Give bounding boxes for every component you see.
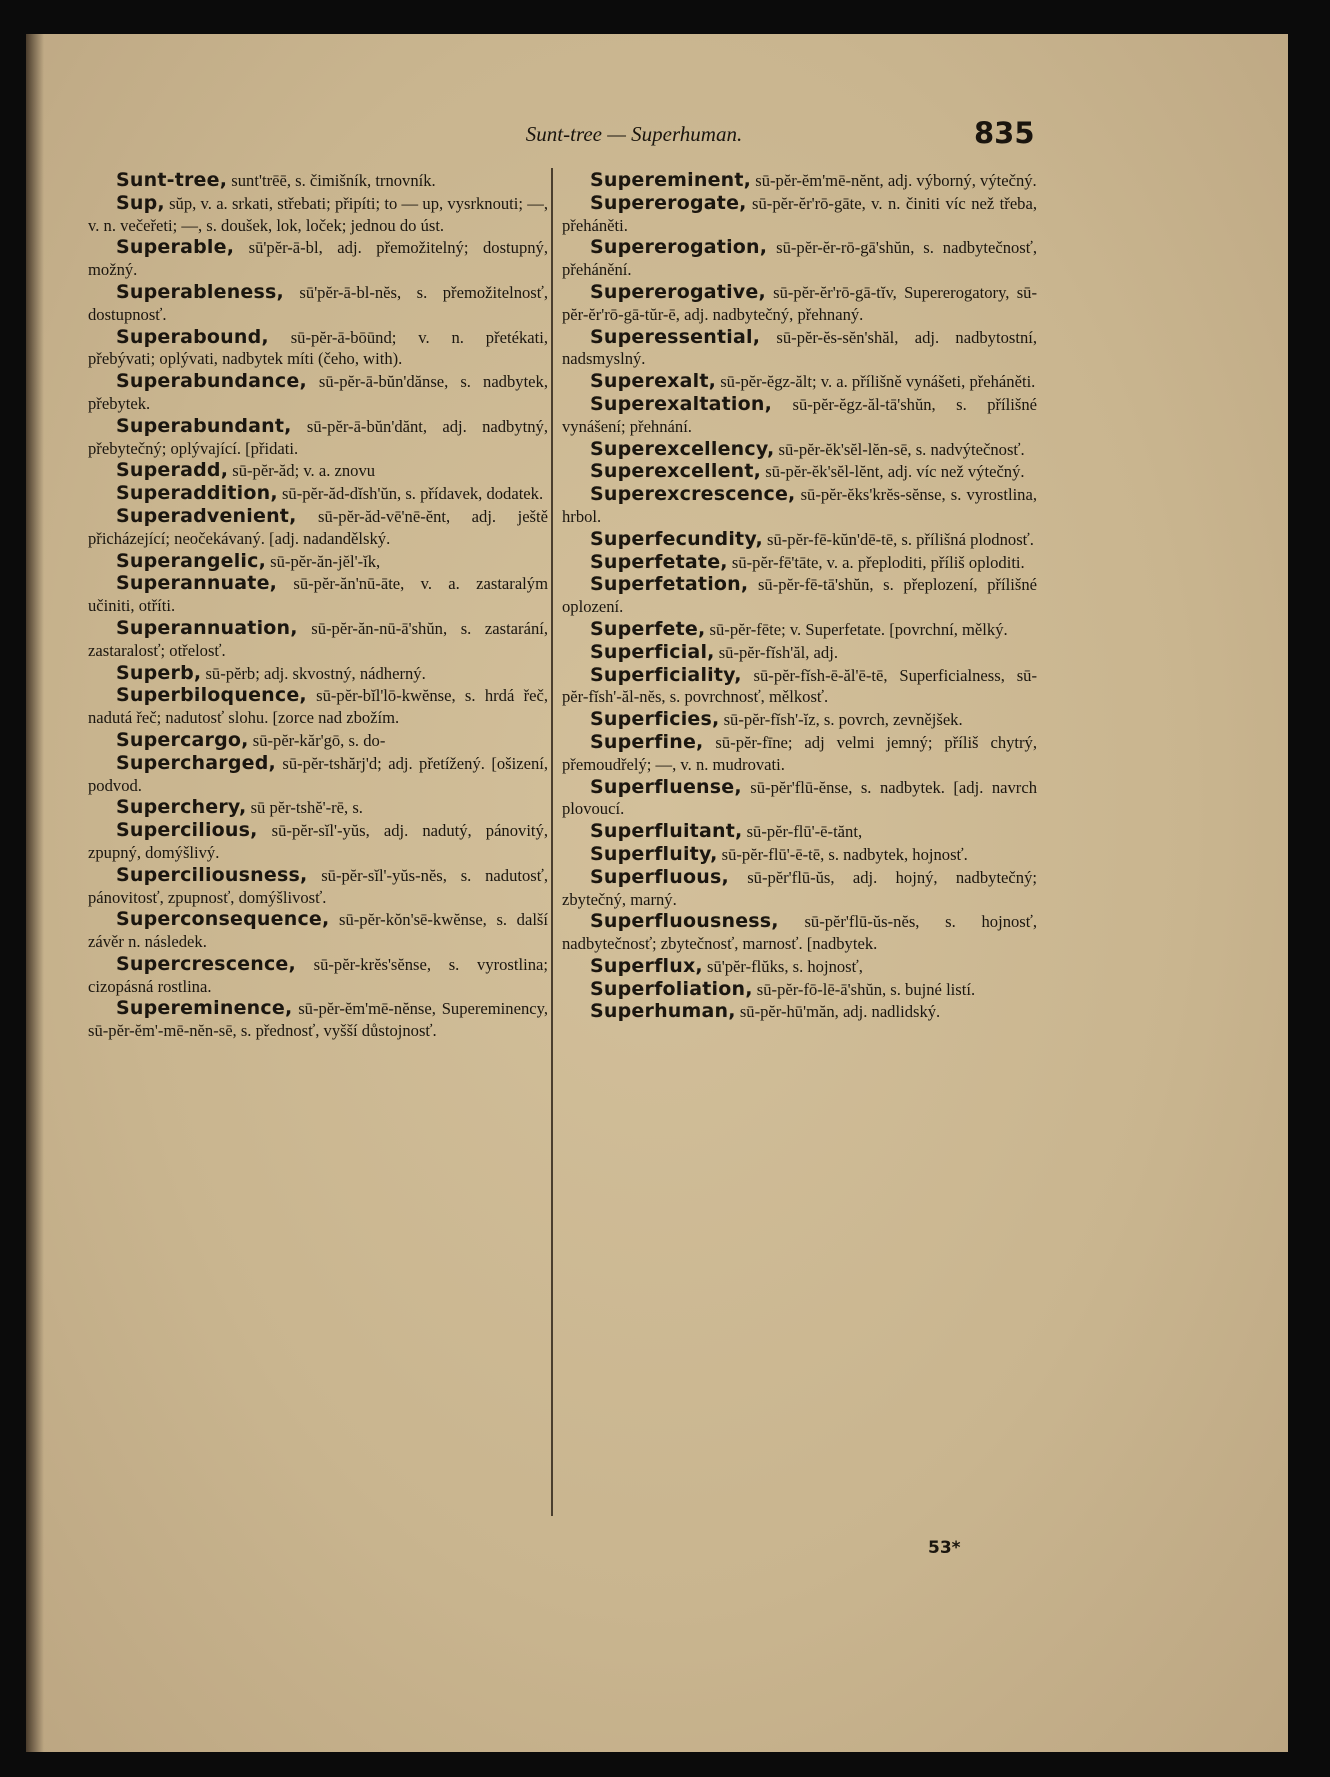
dictionary-entry xyxy=(562,844,1037,866)
entry-headword: Supereminent, xyxy=(590,169,752,191)
entry-headword: Supercilious, xyxy=(116,819,258,842)
dictionary-entry xyxy=(562,777,1037,821)
entry-headword: Superabundant, xyxy=(116,414,292,437)
entry-definition: sū-pĕr-ăn'nū-āte, v. a. zastaralým učiniti, otříti. xyxy=(88,574,548,616)
entry-definition: sū-pĕr-ăn-nū-ā'shŭn, s. zastarání, zastaralosť; otřelosť. xyxy=(88,618,548,660)
entry-headword: Superexalt, xyxy=(590,370,717,393)
entry-headword: Supercharged, xyxy=(116,751,276,774)
dictionary-entry xyxy=(88,416,548,460)
dictionary-entry xyxy=(88,170,548,192)
entry-definition: sū-pĕr-sĭl'-yŭs-nĕs, s. nadutosť, pánovitosť, zpupnosť, domýšlivosť. xyxy=(88,865,548,907)
entry-definition: sū-pĕr-fĭsh'ăl, adj. xyxy=(714,642,838,662)
page-gutter-shadow xyxy=(26,34,44,1752)
entry-headword: Superfete, xyxy=(590,617,706,640)
dictionary-entry xyxy=(562,821,1037,843)
dictionary-entry xyxy=(562,574,1037,618)
entry-definition: sū-pĕr-ĕr-rō-gā'shŭn, s. nadbytečnosť, přehánění. xyxy=(562,238,1037,280)
entry-definition: sū-pĕr-ĕk'sĕl-lĕnt, adj. víc než výtečný. xyxy=(761,462,1025,482)
dictionary-entry xyxy=(562,484,1037,528)
entry-headword: Superfluousness, xyxy=(590,910,779,933)
entry-headword: Superhuman, xyxy=(590,1000,736,1023)
entry-headword: Superbiloquence, xyxy=(116,684,307,707)
entry-headword: Superfluity, xyxy=(590,842,718,865)
dictionary-entry xyxy=(562,170,1037,192)
entry-headword: Superable, xyxy=(116,236,235,259)
entry-definition: sū-pĕr-kăr'gō, s. do- xyxy=(248,730,386,750)
column-divider xyxy=(551,168,553,1516)
dictionary-entry xyxy=(88,730,548,752)
entry-headword: Supererogation, xyxy=(590,236,768,259)
dictionary-entry xyxy=(88,865,548,909)
dictionary-entry xyxy=(88,193,548,237)
entry-headword: Superexaltation, xyxy=(590,392,773,415)
entry-headword: Sunt-tree, xyxy=(116,169,228,191)
entry-definition: sū-pĕr-ā-bŭn'dănt, adj. nadbytný, přebytečný; oplývající. [přidati. xyxy=(88,416,548,458)
dictionary-entry xyxy=(88,483,548,505)
entry-definition: sū-pĕr-fē-tā'shŭn, s. přeplození, přílišné oplození. xyxy=(562,575,1037,617)
entry-headword: Superfetation, xyxy=(590,573,749,596)
entry-definition: sū'pĕr-ā-bl, adj. přemožitelný; dostupný, možný. xyxy=(88,238,548,280)
page-header xyxy=(26,116,1288,156)
entry-headword: Supercrescence, xyxy=(116,952,296,975)
entry-headword: Superabundance, xyxy=(116,370,307,393)
entry-definition: sū-pĕr-fē-kŭn'dē-tē, s. přílišná plodnosť. xyxy=(762,529,1034,549)
entry-definition: sū-pĕr-fēte; v. Superfetate. [povrchní, mělký. xyxy=(705,619,1008,639)
entry-headword: Superb, xyxy=(116,661,202,684)
entry-definition: sŭp, v. a. srkati, střebati; připíti; to — up, vysrknouti; —, v. n. večeřeti; —, s. doušek, lok, loček; jednou do úst. xyxy=(88,193,548,235)
entry-headword: Superableness, xyxy=(116,280,284,303)
entry-headword: Supereminence, xyxy=(116,997,293,1020)
entry-definition: sū-pĕr-ā-bŭn'dănse, s. nadbytek, přebytek. xyxy=(88,372,548,413)
entry-definition: sū pĕr-tshĕ'-rē, s. xyxy=(246,798,363,818)
page-number: 835 xyxy=(974,116,1035,150)
dictionary-entry xyxy=(562,665,1037,709)
dictionary-entry xyxy=(88,551,548,573)
entry-headword: Superadd, xyxy=(116,459,229,482)
entry-definition: sū-pĕr-fĭsh-ē-ăl'ē-tē, Superficialness, sū-pĕr-fĭsh'-ăl-nĕs, s. povrchnosť, mělkosť. xyxy=(562,665,1037,707)
dictionary-entry xyxy=(88,327,548,371)
dictionary-entry xyxy=(562,1001,1037,1023)
entry-headword: Sup, xyxy=(116,191,165,214)
entry-headword: Superexcrescence, xyxy=(590,483,796,506)
entry-headword: Superannuation, xyxy=(116,616,298,639)
entry-definition: sū-pĕr-ā-bōūnd; v. n. přetékati, přebývati; oplývati, nadbytek míti (čeho, with). xyxy=(88,327,548,369)
entry-headword: Superannuate, xyxy=(116,572,278,595)
entry-headword: Supererogative, xyxy=(590,280,766,303)
entry-definition: sū-pĕr-ăd; v. a. znovu xyxy=(228,461,376,481)
entry-definition: sū'pĕr-ā-bl-nĕs, s. přemožitelnosť, dostupnosť. xyxy=(88,282,548,324)
entry-definition: sunt'trēē, s. čimišník, trnovník. xyxy=(227,171,436,190)
entry-headword: Superfluense, xyxy=(590,775,742,798)
entry-headword: Superfluitant, xyxy=(590,820,743,843)
dictionary-entry xyxy=(562,394,1037,438)
entry-definition: sū-pĕr-ăd-vē'nē-ĕnt, adj. ještě přicházející; neočekávaný. [adj. nadandělský. xyxy=(88,506,548,548)
entry-headword: Superfoliation, xyxy=(590,977,753,1000)
entry-definition: sū-pĕr-ĕr'rō-gā-tĭv, Supererogatory, sū-pĕr-ĕr'rō-gā-tŭr-ē, adj. nadbytečný, přehnaný. xyxy=(562,282,1037,324)
entry-definition: sū-pĕr'flū-ĕnse, s. nadbytek. [adj. navrch plovoucí. xyxy=(562,777,1037,819)
dictionary-entry xyxy=(562,461,1037,483)
entry-headword: Superangelic, xyxy=(116,549,267,572)
dictionary-entry xyxy=(562,327,1037,371)
dictionary-entry xyxy=(88,909,548,953)
entry-headword: Superficiality, xyxy=(590,663,742,686)
entry-definition: sū-pĕr'flū-ŭs-nĕs, s. hojnosť, nadbytečnosť; zbytečnosť, marnosť. [nadbytek. xyxy=(562,912,1037,954)
dictionary-entry xyxy=(562,237,1037,281)
dictionary-entry xyxy=(88,506,548,550)
entry-headword: Superfine, xyxy=(590,730,704,753)
dictionary-entry xyxy=(562,529,1037,551)
entry-definition: sū-pĕr-flū'-ē-tē, s. nadbytek, hojnosť. xyxy=(717,844,968,864)
entry-definition: sū-pĕr-fē'tāte, v. a. přeploditi, příliš oploditi. xyxy=(727,552,1025,572)
entry-definition: sū-pĕr-fĭsh'-ĭz, s. povrch, zevnějšek. xyxy=(719,710,963,730)
dictionary-entry xyxy=(88,371,548,415)
dictionary-entry xyxy=(88,460,548,482)
entry-headword: Superficies, xyxy=(590,708,720,731)
dictionary-entry xyxy=(562,956,1037,978)
dictionary-entry xyxy=(562,282,1037,326)
entry-definition: sū-pĕr'flū-ŭs, adj. hojný, nadbytečný; zbytečný, marný. xyxy=(562,867,1037,909)
entry-headword: Superfetate, xyxy=(590,550,728,573)
entry-headword: Superexcellent, xyxy=(590,460,762,483)
entry-definition: sū'pĕr-flŭks, s. hojnosť, xyxy=(702,956,863,976)
entry-definition: sū-pĕr-bĭl'lō-kwĕnse, s. hrdá řeč, nadutá řeč; nadutosť slohu. [zorce nad zbožím. xyxy=(88,686,548,728)
entry-headword: Superchery, xyxy=(116,796,247,819)
dictionary-entry xyxy=(88,954,548,998)
entry-headword: Supercargo, xyxy=(116,728,249,751)
entry-definition: sū-pĕr-fīne; adj velmi jemný; příliš chytrý, přemoudřelý; —, v. n. mudrovati. xyxy=(562,732,1037,774)
entry-definition: sū-pĕr-krĕs'sĕnse, s. vyrostlina; cizopásná rostlina. xyxy=(88,954,548,996)
entry-definition: sū-pĕr-ĕks'krĕs-sĕnse, s. vyrostlina, hrbol. xyxy=(562,485,1037,526)
dictionary-entry xyxy=(562,371,1037,393)
dictionary-entry xyxy=(562,619,1037,641)
entry-headword: Superessential, xyxy=(590,325,761,348)
dictionary-entry xyxy=(562,642,1037,664)
entry-headword: Superficial, xyxy=(590,640,715,663)
entry-headword: Superconsequence, xyxy=(116,908,330,931)
dictionary-entry xyxy=(88,573,548,617)
entry-headword: Superadvenient, xyxy=(116,504,297,527)
entry-definition: sū-pĕr-ĕs-sĕn'shăl, adj. nadbytostní, nadsmyslný. xyxy=(562,327,1037,369)
entry-definition: sū-pĕr-ĕm'mē-nĕnt, adj. výborný, výtečný. xyxy=(751,171,1037,190)
entry-definition: sū-pĕr-hū'măn, adj. nadlidský. xyxy=(735,1002,941,1022)
entry-headword: Supererogate, xyxy=(590,191,747,214)
entry-headword: Superciliousness, xyxy=(116,863,308,886)
dictionary-entry xyxy=(562,867,1037,911)
dictionary-entry xyxy=(88,282,548,326)
entry-definition: sū-pĕr-sĭl'-yŭs, adj. nadutý, pánovitý, zpupný, domýšlivý. xyxy=(88,821,548,862)
entry-definition: sū-pĕr-ăd-dĭsh'ŭn, s. přídavek, dodatek. xyxy=(277,484,544,504)
entry-definition: sū-pĕr-ĕr'rō-gāte, v. n. činiti víc než třeba, přeháněti. xyxy=(562,193,1037,235)
dictionary-entry xyxy=(88,618,548,662)
dictionary-entry xyxy=(88,797,548,819)
dictionary-entry xyxy=(562,439,1037,461)
entry-definition: sū-pĕr-fō-lē-ā'shŭn, s. bujné listí. xyxy=(752,979,976,999)
dictionary-entry xyxy=(88,998,548,1042)
entry-definition: sū-pĕr-ĕm'mē-nĕnse, Supereminency, sū-pĕr-ĕm'-mē-nĕn-sē, s. přednosť, vyšší důstojnosť. xyxy=(88,999,548,1041)
entry-definition: sū-pĕr-ăn-jĕl'-ĭk, xyxy=(266,551,381,571)
dictionary-entry xyxy=(562,193,1037,237)
dictionary-entry xyxy=(88,820,548,864)
entry-definition: sū-pĕr-tshărj'd; adj. přetížený. [ošizení, podvod. xyxy=(88,753,548,795)
dictionary-entry xyxy=(88,237,548,281)
dictionary-entry xyxy=(562,911,1037,955)
dictionary-entry xyxy=(562,552,1037,574)
entry-headword: Superabound, xyxy=(116,325,269,348)
running-head: Sunt-tree — Superhuman. xyxy=(525,122,743,146)
entry-headword: Superexcellency, xyxy=(590,437,775,460)
dictionary-entry xyxy=(562,979,1037,1001)
entry-headword: Superaddition, xyxy=(116,482,278,505)
dictionary-entry xyxy=(88,663,548,685)
entry-definition: sū-pĕr-ĕk'sĕl-lĕn-sē, s. nadvýtečnosť. xyxy=(774,439,1025,459)
right-column xyxy=(562,170,1037,1024)
entry-definition: sū-pĕr-kŏn'sē-kwĕnse, s. další závěr n. následek. xyxy=(88,910,548,952)
signature-mark: 53* xyxy=(928,1538,961,1558)
dictionary-entry xyxy=(562,709,1037,731)
dictionary-entry xyxy=(88,685,548,729)
dictionary-entry xyxy=(88,753,548,797)
entry-headword: Superfluous, xyxy=(590,865,729,888)
entry-definition: sū-pĕr-flū'-ē-tănt, xyxy=(742,822,863,842)
entry-definition: sū-pĕr-ĕgz-ălt; v. a. přílišně vynášeti, přeháněti. xyxy=(716,372,1036,392)
entry-definition: sū-pĕr-ĕgz-ăl-tā'shŭn, s. přílišné vynášení; přehnání. xyxy=(562,394,1037,436)
entry-headword: Superflux, xyxy=(590,954,703,977)
dictionary-entry xyxy=(562,732,1037,776)
entry-definition: sū-pĕrb; adj. skvostný, nádherný. xyxy=(201,663,426,683)
left-column xyxy=(88,170,548,1043)
entry-headword: Superfecundity, xyxy=(590,527,763,550)
